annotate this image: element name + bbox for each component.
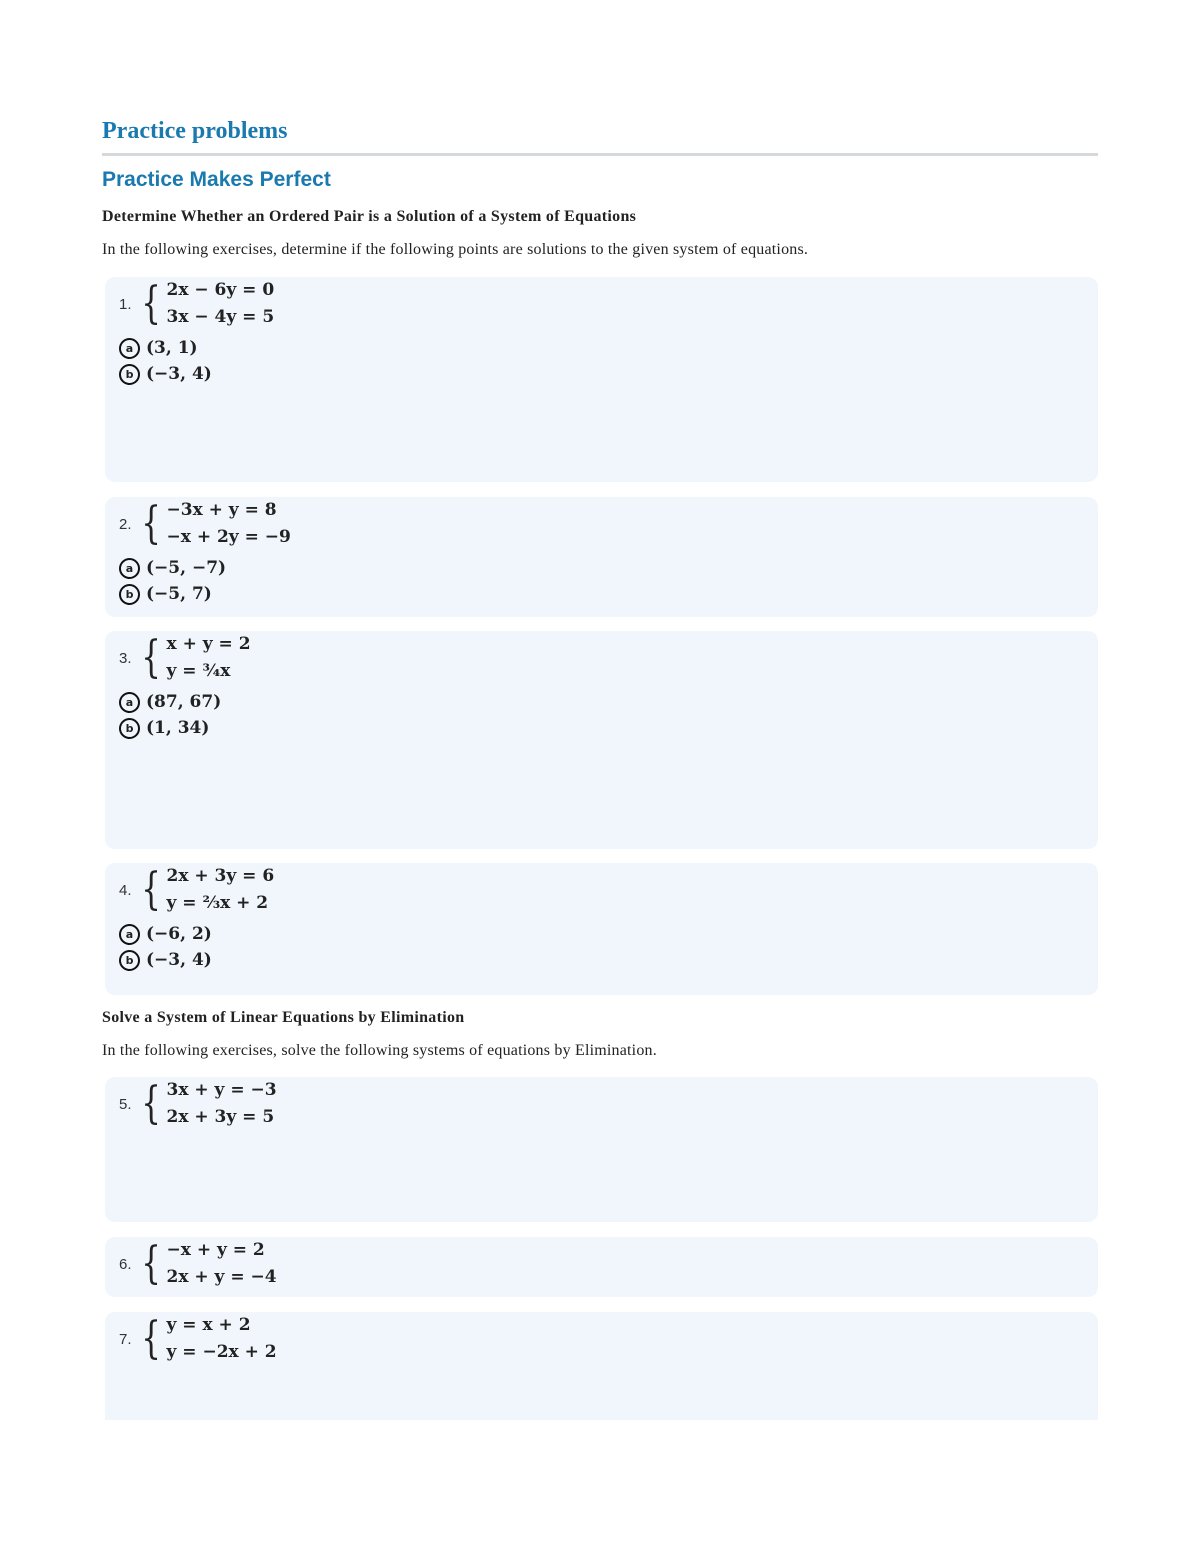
equation-1: 2x + 3y = 6: [166, 866, 275, 886]
section-heading-1: Determine Whether an Ordered Pair is a Solution of a System of Equations: [102, 208, 637, 225]
equation-1: 2x − 6y = 0: [166, 280, 275, 300]
equation-2: y = ⅔x + 2: [166, 893, 269, 913]
equation-2: 3x − 4y = 5: [166, 307, 275, 327]
option-a: [119, 335, 1084, 361]
option-value: (−5, −7): [146, 558, 227, 578]
option-b: [119, 947, 1084, 973]
option-value: (−5, 7): [146, 584, 212, 604]
problem-card-3: [105, 631, 1098, 849]
option-value: (−3, 4): [146, 364, 212, 384]
circled-a-icon: a: [119, 558, 140, 579]
circled-b-icon: b: [119, 584, 140, 605]
equation-2: 2x + y = −4: [166, 1267, 277, 1287]
section-instruction-2: In the following exercises, solve the following systems of equations by Elimination.: [102, 1042, 657, 1059]
equation-2: −x + 2y = −9: [166, 527, 291, 547]
problem-number: 4.: [119, 881, 132, 899]
equation-1: 3x + y = −3: [166, 1080, 277, 1100]
brace-icon: {: [140, 864, 161, 915]
problem-card-1: [105, 277, 1098, 482]
equation-1: −3x + y = 8: [166, 500, 277, 520]
equation-system: [119, 1237, 1084, 1291]
option-b: [119, 581, 1084, 607]
equation-system: [119, 277, 1084, 331]
option-a: [119, 555, 1084, 581]
brace-icon: {: [140, 1078, 161, 1129]
equation-2: 2x + 3y = 5: [166, 1107, 275, 1127]
option-value: (1, 34): [146, 718, 210, 738]
equation-1: y = x + 2: [166, 1315, 251, 1335]
equation-system: [119, 863, 1084, 917]
brace-icon: {: [140, 632, 161, 683]
problem-card-4: [105, 863, 1098, 995]
equation-system: [119, 497, 1084, 551]
brace-icon: {: [140, 498, 161, 549]
equation-1: x + y = 2: [166, 634, 251, 654]
brace-icon: {: [140, 1238, 161, 1289]
brace-icon: {: [140, 278, 161, 329]
option-b: [119, 715, 1084, 741]
equation-system: [119, 631, 1084, 685]
problem-number: 2.: [119, 515, 132, 533]
option-value: (87, 67): [146, 692, 222, 712]
page-title: Practice problems: [102, 118, 1098, 156]
page-subtitle: Practice Makes Perfect: [102, 168, 331, 191]
equation-2: y = −2x + 2: [166, 1342, 277, 1362]
circled-b-icon: b: [119, 950, 140, 971]
circled-b-icon: b: [119, 364, 140, 385]
section-heading-2: Solve a System of Linear Equations by Elimination: [102, 1009, 465, 1026]
brace-icon: {: [140, 1313, 161, 1364]
page-content: [102, 118, 1098, 1420]
option-b: [119, 361, 1084, 387]
problem-number: 1.: [119, 295, 132, 313]
problem-number: 3.: [119, 649, 132, 667]
option-value: (−6, 2): [146, 924, 212, 944]
circled-a-icon: a: [119, 924, 140, 945]
equation-system: [119, 1312, 1084, 1366]
problem-card-7: [105, 1312, 1098, 1420]
circled-b-icon: b: [119, 718, 140, 739]
equation-1: −x + y = 2: [166, 1240, 265, 1260]
problem-number: 6.: [119, 1255, 132, 1273]
option-value: (3, 1): [146, 338, 198, 358]
problem-card-6: [105, 1237, 1098, 1297]
problem-card-2: [105, 497, 1098, 617]
problem-number: 7.: [119, 1330, 132, 1348]
problem-card-5: [105, 1077, 1098, 1222]
equation-system: [119, 1077, 1084, 1131]
option-value: (−3, 4): [146, 950, 212, 970]
problem-number: 5.: [119, 1095, 132, 1113]
section-instruction-1: In the following exercises, determine if the following points are solutions to the given system of equations.: [102, 241, 809, 258]
option-a: [119, 689, 1084, 715]
option-a: [119, 921, 1084, 947]
circled-a-icon: a: [119, 338, 140, 359]
equation-2: y = ¾x: [166, 661, 231, 681]
circled-a-icon: a: [119, 692, 140, 713]
